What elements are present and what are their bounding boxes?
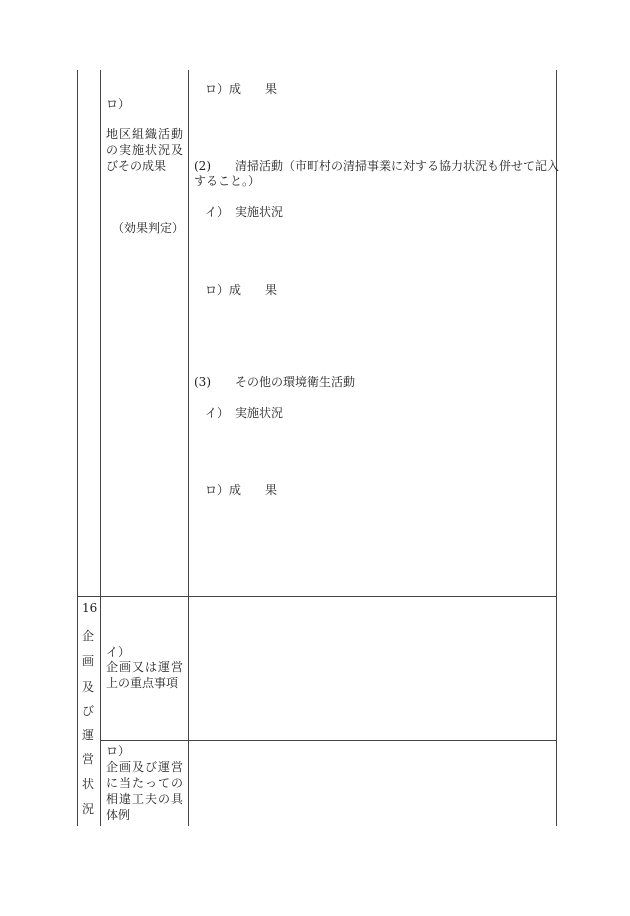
- table-divider-col2: [188, 70, 189, 826]
- item-2-result: ロ）成 果: [205, 283, 278, 297]
- row-b-line: 相違工夫の具: [106, 792, 185, 806]
- title-char: 運: [82, 728, 95, 742]
- row-b-line: 企画及び運営: [106, 760, 185, 774]
- table-divider-col1: [100, 70, 101, 826]
- row-a-line: 企画又は運営: [106, 660, 185, 674]
- item-2-title-cont: すること。）: [194, 174, 261, 188]
- result-heading: ロ）成 果: [205, 82, 278, 96]
- row-a-marker: イ）: [106, 645, 131, 659]
- title-char: 画: [82, 654, 95, 668]
- item-3-result: ロ）成 果: [205, 483, 278, 497]
- row-b-marker: ロ）: [106, 744, 131, 758]
- table-border-left: [77, 70, 78, 826]
- row-b-line: 体例: [106, 808, 131, 822]
- label-marker: ロ）: [106, 97, 131, 111]
- label-line: びその成果: [106, 159, 167, 173]
- label-line: 地区組織活動: [106, 127, 185, 141]
- label-note: （効果判定）: [112, 221, 185, 235]
- item-3-status: イ） 実施状況: [205, 406, 284, 420]
- title-char: 営: [82, 752, 95, 766]
- item-3-title: (3) その他の環境衛生活動: [194, 375, 355, 389]
- row-divider: [100, 740, 557, 741]
- title-char: び: [82, 704, 95, 718]
- item-2-title: (2) 清掃活動（市町村の清掃事業に対する協力状況も併せて記入: [194, 159, 560, 173]
- row-b-line: に当たっての: [106, 776, 185, 790]
- label-line: の実施状況及: [106, 143, 185, 157]
- section-divider: [77, 596, 557, 597]
- table-border-right: [556, 70, 557, 826]
- row-a-line: 上の重点事項: [106, 676, 179, 690]
- item-2-status: イ） 実施状況: [205, 205, 284, 219]
- title-char: 況: [82, 802, 95, 816]
- section-number: 16: [82, 601, 98, 615]
- title-char: 企: [82, 629, 95, 643]
- title-char: 及: [82, 680, 95, 694]
- title-char: 状: [82, 777, 95, 791]
